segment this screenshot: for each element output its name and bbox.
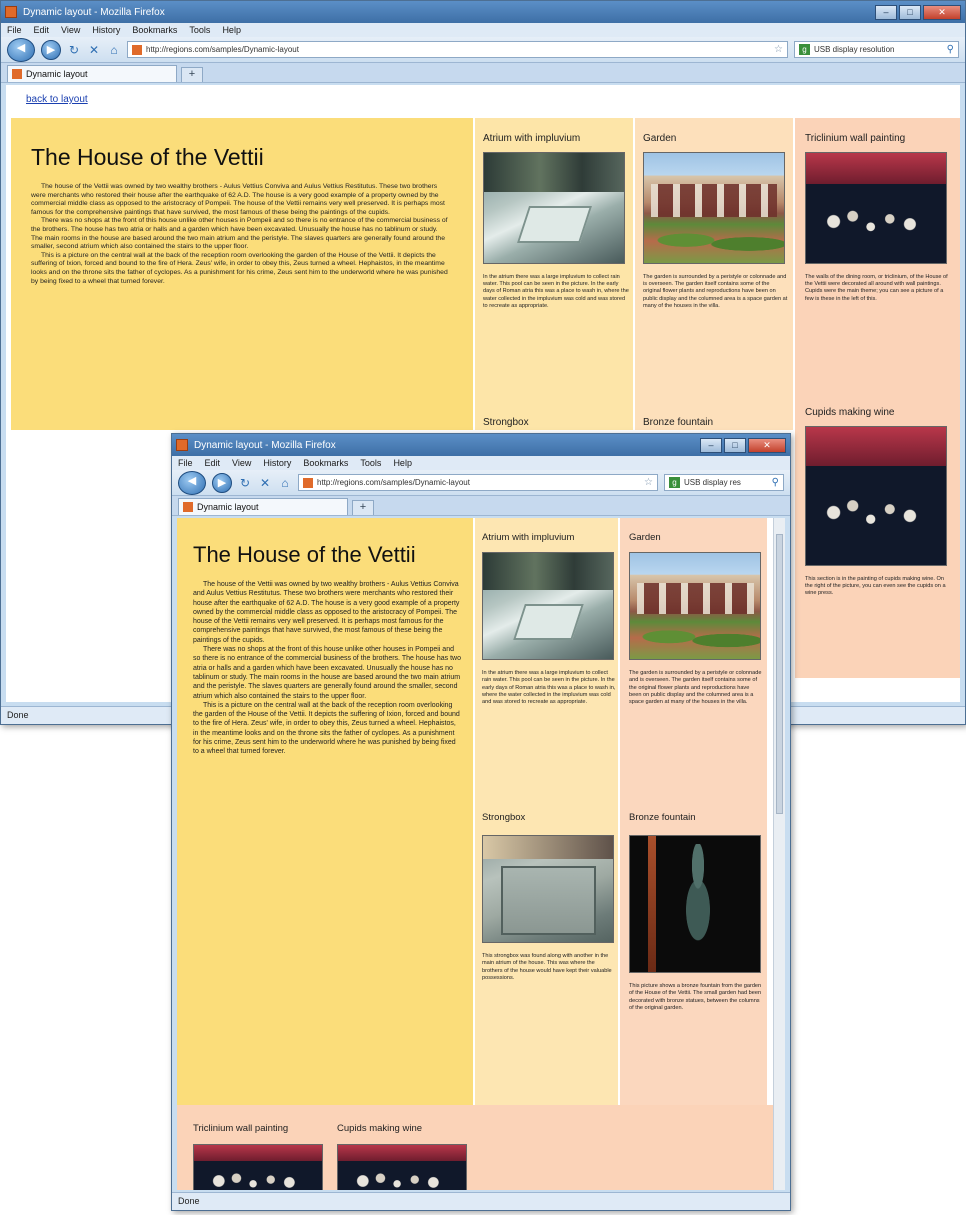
card-atrium bbox=[482, 532, 616, 706]
card-triclinium-title: Triclinium wall painting bbox=[805, 133, 906, 144]
back-nav-bar bbox=[1, 37, 965, 63]
menu-bookmarks[interactable]: Bookmarks bbox=[303, 458, 349, 468]
menu-edit[interactable]: Edit bbox=[204, 458, 221, 468]
back-url-text: http://regions.com/samples/Dynamic-layout bbox=[146, 45, 299, 54]
menu-view[interactable]: View bbox=[232, 458, 252, 468]
reload-icon[interactable]: ↻ bbox=[239, 475, 251, 490]
back-search-text: USB display resolution bbox=[814, 45, 895, 54]
front-browser-window bbox=[171, 433, 791, 1211]
back-status-bar: Done bbox=[1, 706, 965, 724]
stop-icon[interactable]: ✕ bbox=[88, 42, 100, 57]
triclinium-photo bbox=[805, 152, 947, 264]
search-icon[interactable]: ⚲ bbox=[771, 477, 779, 488]
front-page-content bbox=[177, 518, 785, 1190]
back-search-box[interactable] bbox=[794, 41, 959, 58]
site-favicon-icon bbox=[132, 45, 142, 55]
maximize-button[interactable]: □ bbox=[724, 438, 746, 453]
tab-dynamic-layout[interactable] bbox=[178, 498, 348, 515]
back-window-title: Dynamic layout - Mozilla Firefox bbox=[23, 6, 165, 18]
home-icon[interactable]: ⌂ bbox=[281, 475, 289, 490]
new-tab-button[interactable]: + bbox=[181, 67, 203, 82]
back-url-bar[interactable] bbox=[127, 41, 788, 58]
card-strongbox-caption: This strongbox was found along with another in the main atrium of the house. This was where the brothers of the house would have kept their valuable possessions. bbox=[482, 953, 612, 981]
front-url-text: http://regions.com/samples/Dynamic-layout bbox=[317, 478, 470, 487]
menu-file[interactable]: File bbox=[7, 25, 22, 35]
card-triclinium-title: Triclinium wall painting bbox=[193, 1123, 289, 1134]
card-strongbox-back-title: Strongbox bbox=[483, 417, 529, 428]
card-garden-caption: The garden is surrounded by a peristyle or colonnade and is overseen. The garden itself contains some of the original flower plants and reproductions have been on public display and the columned area is a space garden at many of the houses in the villa. bbox=[643, 274, 788, 309]
forward-arrow-icon[interactable]: ▶ bbox=[212, 473, 232, 493]
article-title: The House of the Vettii bbox=[193, 542, 416, 567]
card-cupids bbox=[337, 1123, 471, 1190]
front-menu-bar bbox=[172, 456, 790, 470]
menu-view[interactable]: View bbox=[61, 25, 81, 35]
triclinium-photo bbox=[193, 1144, 323, 1190]
card-garden bbox=[643, 133, 789, 310]
tab-label: Dynamic layout bbox=[197, 502, 259, 512]
back-tab-bar bbox=[1, 63, 965, 83]
minimize-button[interactable]: – bbox=[875, 5, 897, 20]
site-favicon-icon bbox=[303, 478, 313, 488]
new-tab-button[interactable]: + bbox=[352, 500, 374, 515]
card-atrium-caption: In the atrium there was a large impluvium to collect rain water. This pool can be seen in the picture. In the early days of Roman atria this was a place to wash in, where the water collected in the impluvium was cold and was stored to recreate as appropriate. bbox=[482, 670, 616, 706]
front-url-bar[interactable] bbox=[298, 474, 658, 491]
atrium-photo bbox=[483, 152, 625, 264]
card-garden bbox=[629, 532, 763, 706]
home-icon[interactable]: ⌂ bbox=[110, 42, 118, 57]
close-button[interactable]: ✕ bbox=[923, 5, 961, 20]
card-fountain-title: Bronze fountain bbox=[629, 812, 696, 823]
article-paragraph-1: The house of the Vettii was owned by two wealthy brothers - Aulus Vettius Conviva and Aulus Vettius Restitutus. These two brothers were merchants who restored their house after the earthquake of 62 A.D. The house is a very good example of a property owned by the commercial middle class as opposed to the aristocracy of Pompeii. The house of the Vettii remains very well preserved. It is perhaps most famous for the comprehensive paintings that have survived, the most famous of these being the paintings of the cupids. bbox=[31, 183, 445, 216]
front-article-panel bbox=[177, 518, 473, 1105]
menu-help[interactable]: Help bbox=[222, 25, 241, 35]
tab-label: Dynamic layout bbox=[26, 69, 88, 79]
close-button[interactable]: ✕ bbox=[748, 438, 786, 453]
front-search-box[interactable] bbox=[664, 474, 784, 491]
card-fountain-back-title: Bronze fountain bbox=[643, 417, 714, 428]
article-paragraph-1: The house of the Vettii was owned by two wealthy brothers - Aulus Vettius Conviva and Aulus Vettius Restitutus. These two brothers were merchants who restored their house after the earthquake of 62 A.D. The house is a very good example of a property owned by the commercial middle class as opposed to the aristocracy of Pompeii. The house of the Vettii remains very well preserved. It is perhaps most famous for the comprehensive paintings that have survived, the most famous of these being the paintings of the cupids. bbox=[193, 581, 460, 644]
card-cupids-caption: This section is in the painting of cupids making wine. On the right of the picture, you can even see the cupids on a wine press. bbox=[805, 576, 946, 597]
card-cupids-title: Cupids making wine bbox=[337, 1123, 423, 1134]
card-strongbox-back bbox=[483, 417, 629, 428]
card-fountain bbox=[629, 812, 763, 1012]
vertical-scrollbar[interactable] bbox=[773, 518, 785, 1190]
menu-tools[interactable]: Tools bbox=[189, 25, 211, 35]
menu-edit[interactable]: Edit bbox=[33, 25, 50, 35]
article-title: The House of the Vettii bbox=[31, 144, 264, 170]
article-paragraph-3: This is a picture on the central wall at the back of the reception room overlooking the garden of the House of the Vettii. It depicts the suffering of Ixion, forced and bound to the fire of Hera. Zeus' wife, in order to obey this, Zeus turned a wheel. Hephaistos, in the meantime looks and on the throne sits the father of cyclopes. As a punishment for his crime, Zeus sent him to the underworld where he was punished by being fixed to a wheel that turned forever. bbox=[31, 251, 448, 285]
card-triclinium bbox=[805, 133, 951, 303]
tab-dynamic-layout[interactable] bbox=[7, 65, 177, 82]
card-atrium bbox=[483, 133, 629, 310]
menu-history[interactable]: History bbox=[92, 25, 121, 35]
card-garden-title: Garden bbox=[643, 133, 677, 144]
fountain-photo bbox=[629, 835, 761, 973]
firefox-icon bbox=[176, 439, 188, 451]
back-article-panel bbox=[11, 118, 473, 430]
strongbox-photo bbox=[482, 835, 614, 943]
card-cupids-title: Cupids making wine bbox=[805, 407, 895, 418]
front-nav-bar bbox=[172, 470, 790, 496]
firefox-icon bbox=[5, 6, 17, 18]
card-triclinium bbox=[193, 1123, 327, 1190]
back-title-bar[interactable] bbox=[1, 1, 965, 23]
search-engine-icon[interactable]: g bbox=[669, 477, 680, 488]
menu-file[interactable]: File bbox=[178, 458, 193, 468]
cupids-photo bbox=[337, 1144, 467, 1190]
maximize-button[interactable]: □ bbox=[899, 5, 921, 20]
card-strongbox-title: Strongbox bbox=[482, 812, 526, 823]
card-garden-title: Garden bbox=[629, 532, 661, 543]
menu-bookmarks[interactable]: Bookmarks bbox=[132, 25, 178, 35]
bookmark-star-icon[interactable]: ☆ bbox=[774, 44, 783, 55]
card-garden-caption: The garden is surrounded by a peristyle or colonnade and is overseen. The garden itself contains some of the original flower plants and reproductions have been on public display and the columned area is a space garden at many of the houses in the villa. bbox=[629, 670, 762, 706]
front-search-text: USB display res bbox=[684, 478, 741, 487]
article-paragraph-2: There was no shops at the front of this house unlike other houses in Pompeii and so there is no entrance of the commercial business of the brothers. The house has two atria or halls and a garden which have been excavated. Unusually the house has no tablinum or study. The main rooms in the house are based around the two main atrium and the peristyle. The slaves quarters are generally found around the smaller, second atrium which also contained the stairs to the upper floor. bbox=[31, 217, 448, 251]
menu-history[interactable]: History bbox=[263, 458, 292, 468]
back-to-layout-link[interactable]: back to layout bbox=[26, 94, 88, 105]
card-fountain-caption: This picture shows a bronze fountain from the garden of the House of the Vettii. The small garden had been decorated with bronze statues, between the columns of the original garden. bbox=[629, 983, 762, 1011]
garden-photo bbox=[643, 152, 785, 264]
front-tab-bar bbox=[172, 496, 790, 516]
article-paragraph-2: There was no shops at the front of this house unlike other houses in Pompeii and so there is no entrance of the commercial business of the brothers. The house has two atria or halls and a garden which have been excavated. Unusually the house has no tablinum or study. The main rooms in the house are based around the two main atrium and the peristyle. The slaves quarters are generally found around the smaller, second atrium which also contained the stairs to the upper floor. bbox=[193, 646, 461, 700]
stop-icon[interactable]: ✕ bbox=[259, 475, 271, 490]
atrium-photo bbox=[482, 552, 614, 660]
card-atrium-caption: In the atrium there was a large impluvium to collect rain water. This pool can be seen in the picture. In the early days of Roman atria this was a place to wash in, where the water collected in the impluvium was cold and was stored to recreate as appropriate. bbox=[483, 274, 629, 309]
tab-favicon-icon bbox=[183, 502, 193, 512]
card-triclinium-caption: The walls of the dining room, or triclinium, of the House of the Vettii were decorated all around with wall paintings. Cupids were the main theme; you can see a picture of a few is these in the left of this. bbox=[805, 274, 948, 302]
tab-favicon-icon bbox=[12, 69, 22, 79]
menu-tools[interactable]: Tools bbox=[360, 458, 382, 468]
card-strongbox bbox=[482, 812, 616, 982]
card-fountain-back bbox=[643, 417, 789, 428]
back-arrow-icon[interactable]: ◀ bbox=[7, 38, 35, 62]
minimize-button[interactable]: – bbox=[700, 438, 722, 453]
menu-help[interactable]: Help bbox=[393, 458, 412, 468]
back-menu-bar bbox=[1, 23, 965, 37]
front-title-bar[interactable] bbox=[172, 434, 790, 456]
article-paragraph-3: This is a picture on the central wall at the back of the reception room overlooking the garden of the House of the Vettii. It depicts the suffering of Ixion, forced and bound to the fire of Hera. Zeus' wife, in order to obey this, Zeus turned a wheel. Hephaistos, in the meantime looks and on the throne sits the father of cyclopes. As a punishment for his crime, Zeus sent him to the underworld where he was punished by being fixed to a wheel that turned forever. bbox=[193, 701, 460, 756]
garden-photo bbox=[629, 552, 761, 660]
back-arrow-icon[interactable]: ◀ bbox=[178, 471, 206, 495]
scrollbar-thumb[interactable] bbox=[776, 534, 783, 814]
front-window-title: Dynamic layout - Mozilla Firefox bbox=[194, 439, 336, 451]
cupids-photo bbox=[805, 426, 947, 566]
card-atrium-title: Atrium with impluvium bbox=[482, 532, 575, 543]
search-icon[interactable]: ⚲ bbox=[946, 44, 954, 55]
card-cupids bbox=[805, 407, 951, 598]
forward-arrow-icon[interactable]: ▶ bbox=[41, 40, 61, 60]
bookmark-star-icon[interactable]: ☆ bbox=[644, 477, 653, 488]
card-atrium-title: Atrium with impluvium bbox=[483, 133, 581, 144]
search-engine-icon[interactable]: g bbox=[799, 44, 810, 55]
reload-icon[interactable]: ↻ bbox=[68, 42, 80, 57]
front-status-bar: Done bbox=[172, 1192, 790, 1210]
